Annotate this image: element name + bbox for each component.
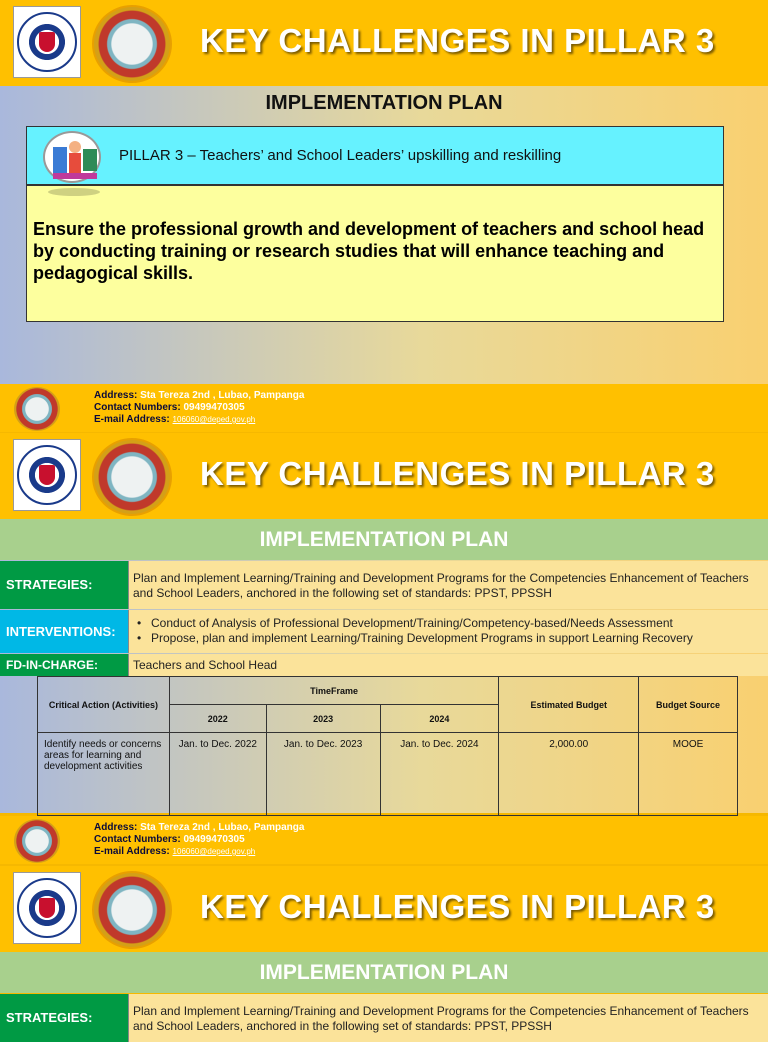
col-critical-action: Critical Action (Activities) <box>38 677 170 733</box>
fd-value: Teachers and School Head <box>128 654 768 676</box>
strategies-value: Plan and Implement Learning/Training and Development Programs for the Competencies Enhancement of Teachers and School Leaders, anchored in the following set of standards: PPST, PPSSH <box>128 994 768 1042</box>
school-seal-icon <box>92 5 172 83</box>
footer-address: Address: Sta Tereza 2nd , Lubao, Pampanga <box>94 822 305 833</box>
deped-seal-icon <box>13 6 81 78</box>
slide-title: KEY CHALLENGES IN PILLAR 3 <box>200 22 715 59</box>
slide-2 <box>0 433 768 865</box>
pillar-title: PILLAR 3 – Teachers’ and School Leaders’ upskilling and reskilling <box>119 147 562 164</box>
col-timeframe: TimeFrame <box>169 677 498 705</box>
slide-header <box>0 0 768 86</box>
deped-seal-icon <box>13 872 81 944</box>
year-header: 2023 <box>266 705 380 733</box>
footer-contact: Contact Numbers: 09499470305 <box>94 402 245 413</box>
objective-text: Ensure the professional growth and development of teachers and school head by conducting training or research studies that will enhance teaching and pedagogical skills. <box>33 219 705 283</box>
footer-address: Address: Sta Tereza 2nd , Lubao, Pampanga <box>94 390 305 401</box>
slide-title: KEY CHALLENGES IN PILLAR 3 <box>200 888 715 925</box>
budget-cell: 2,000.00 <box>499 733 639 816</box>
fd-label: FD-IN-CHARGE: <box>0 654 128 676</box>
slide-3 <box>0 866 768 1033</box>
col-budget-source: Budget Source <box>639 677 738 733</box>
year-header: 2024 <box>380 705 499 733</box>
slide-footer <box>0 816 768 864</box>
footer-seal-icon <box>14 387 60 431</box>
strategies-value: Plan and Implement Learning/Training and Development Programs for the Competencies Enhancement of Teachers and School Leaders, anchored in the following set of standards: PPST, PPSSH <box>128 561 768 609</box>
footer-email: E-mail Address: 106060@deped.gov.ph <box>94 846 256 857</box>
timeframe-cell: Jan. to Dec. 2024 <box>380 733 499 816</box>
strategies-label: STRATEGIES: <box>0 561 128 609</box>
slide-footer <box>0 384 768 432</box>
table-row <box>38 733 738 816</box>
source-cell: MOOE <box>639 733 738 816</box>
interventions-value <box>128 610 768 653</box>
timeframe-cell: Jan. to Dec. 2023 <box>266 733 380 816</box>
year-header: 2022 <box>169 705 266 733</box>
intervention-item: • Conduct of Analysis of Professional Development/Training/Competency-based/Needs Assessment <box>133 616 764 631</box>
icon-shadow <box>48 188 100 196</box>
email-link[interactable]: 106060@deped.gov.ph <box>172 415 256 424</box>
school-seal-icon <box>92 871 172 949</box>
footer-contact: Contact Numbers: 09499470305 <box>94 834 245 845</box>
email-link[interactable]: 106060@deped.gov.ph <box>172 847 256 856</box>
slide-title: KEY CHALLENGES IN PILLAR 3 <box>200 455 715 492</box>
school-seal-icon <box>92 438 172 516</box>
slide-header <box>0 866 768 952</box>
footer-email: E-mail Address: 106060@deped.gov.ph <box>94 414 256 425</box>
slide-header <box>0 433 768 519</box>
pillar-box <box>26 126 724 185</box>
timeframe-cell: Jan. to Dec. 2022 <box>169 733 266 816</box>
slide-1 <box>0 0 768 432</box>
objective-box <box>26 185 724 322</box>
implementation-plan-bar: IMPLEMENTATION PLAN <box>0 952 768 993</box>
implementation-plan-heading: IMPLEMENTATION PLAN <box>265 92 503 114</box>
implementation-plan-bar: IMPLEMENTATION PLAN <box>0 519 768 560</box>
deped-seal-icon <box>13 439 81 511</box>
col-estimated-budget: Estimated Budget <box>499 677 639 733</box>
strategies-label: STRATEGIES: <box>0 994 128 1042</box>
action-cell: Identify needs or concerns areas for learning and development activities <box>38 733 170 816</box>
intervention-item: • Propose, plan and implement Learning/Training Development Programs in support Learning Recovery <box>133 631 764 646</box>
footer-seal-icon <box>14 819 60 863</box>
interventions-label: INTERVENTIONS: <box>0 610 128 653</box>
action-plan-table <box>37 676 738 816</box>
teachers-illustration-icon <box>43 131 101 183</box>
